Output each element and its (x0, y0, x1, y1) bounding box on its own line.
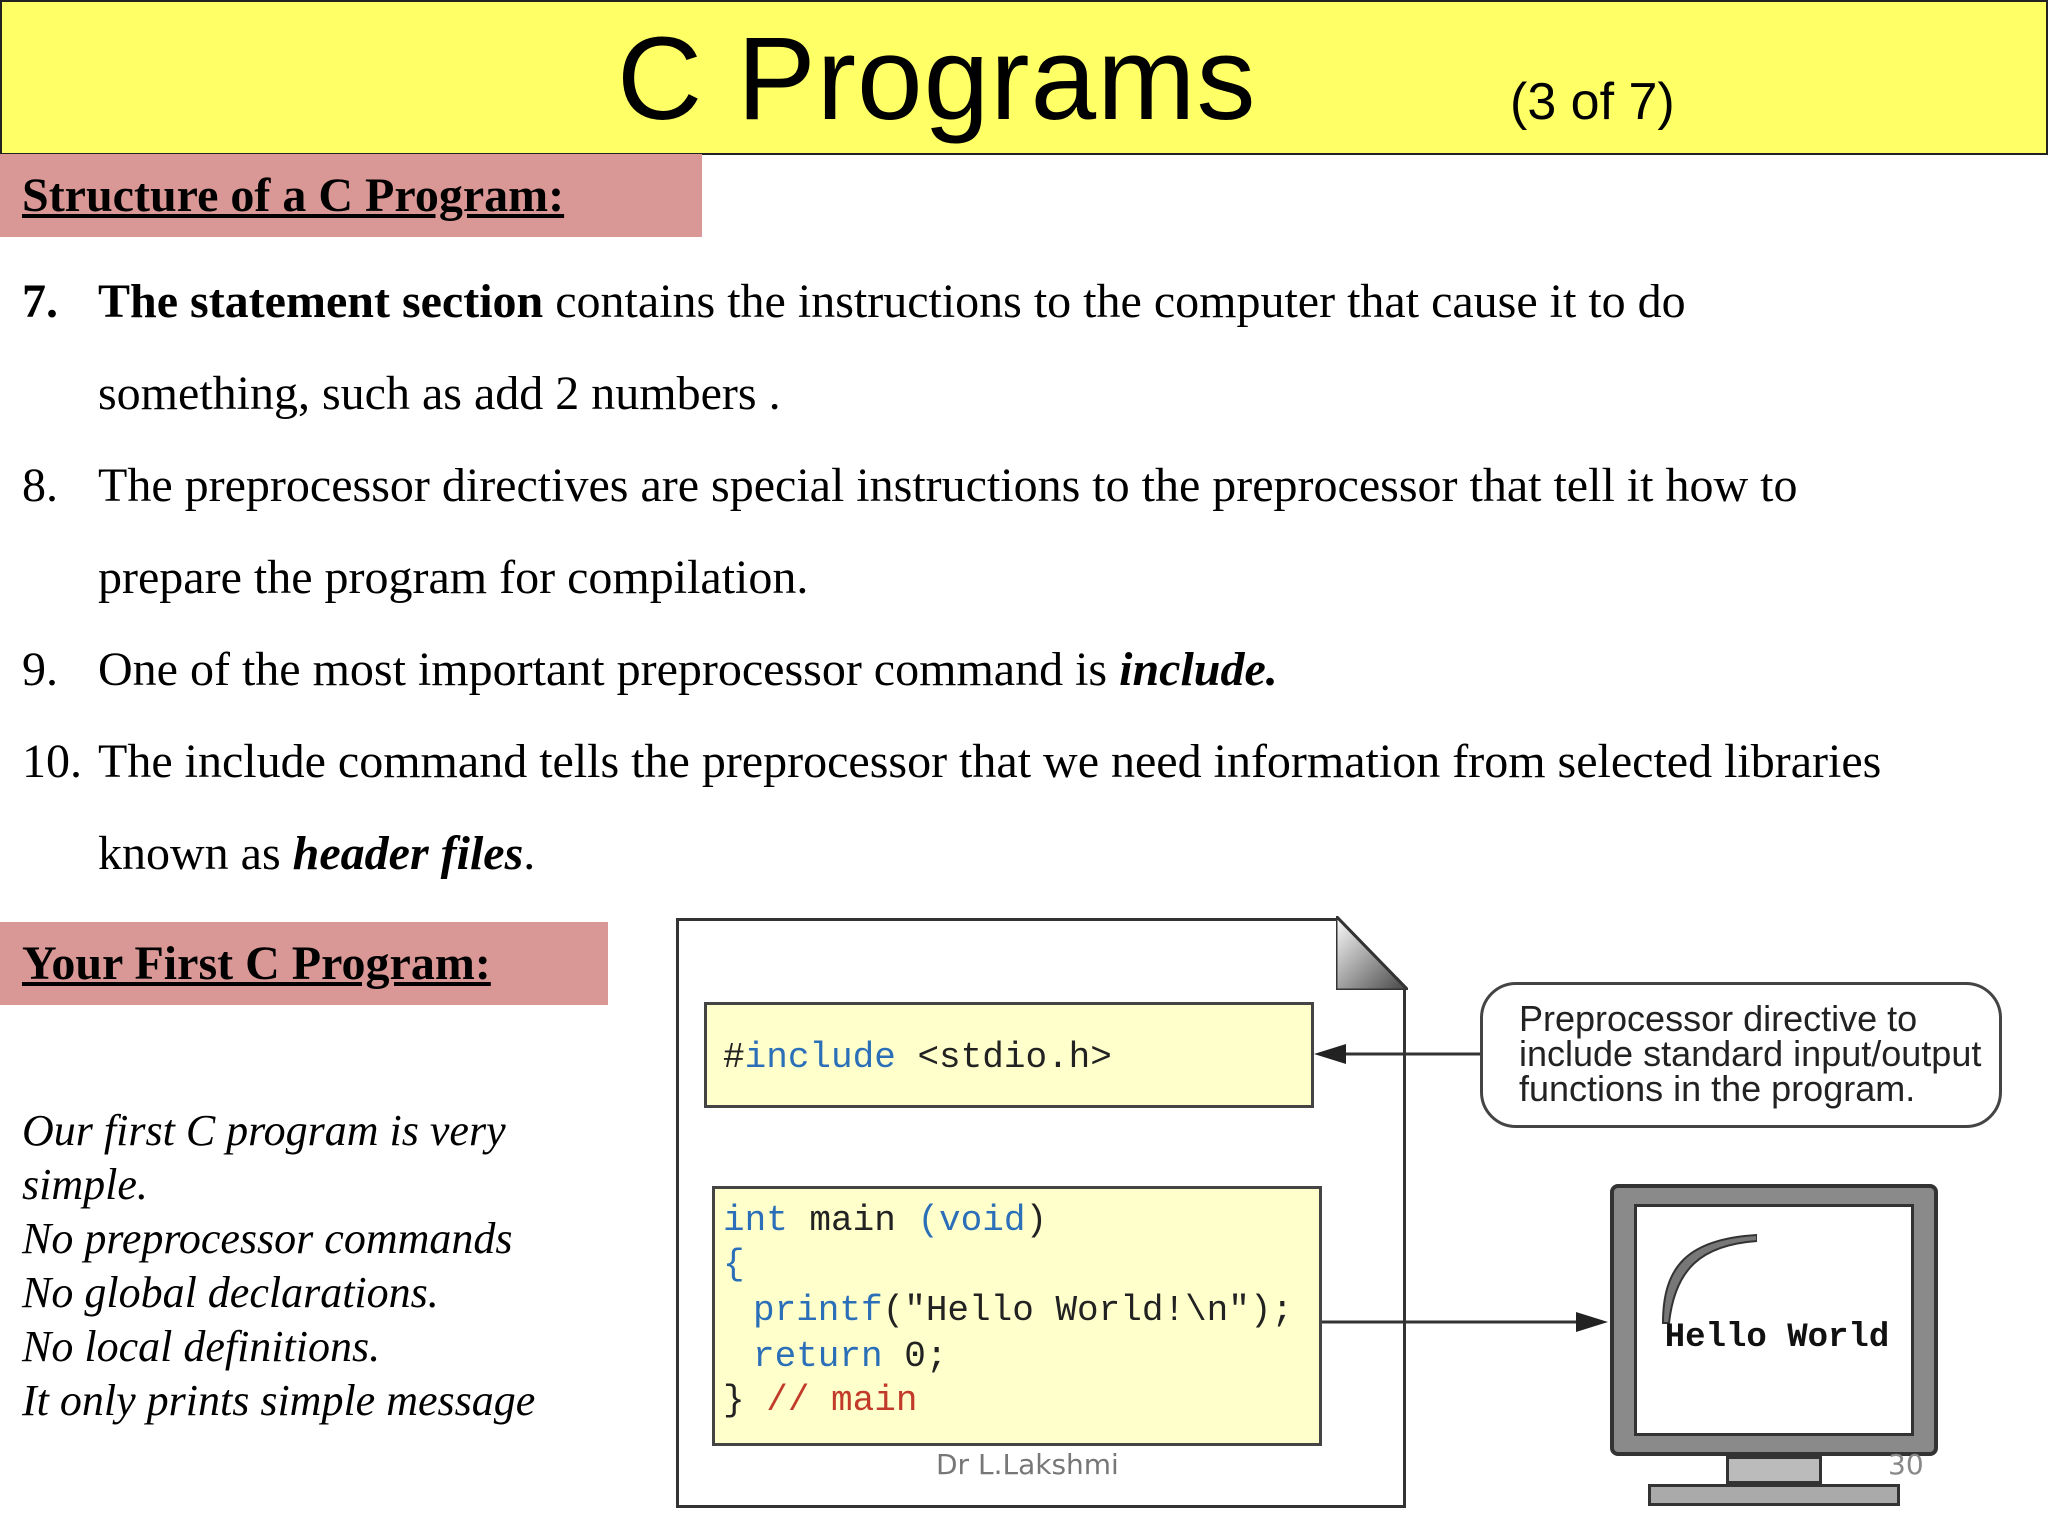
preprocessor-callout (1480, 982, 2002, 1128)
point-number: 8. (22, 459, 58, 512)
callout-line: Preprocessor directive to (1519, 998, 1918, 1039)
structure-heading: Structure of a C Program: (22, 169, 565, 222)
code-line: { (723, 1244, 745, 1285)
footer-author: Dr L.Lakshmi (936, 1448, 1119, 1481)
intro-line: Our first C program is very (22, 1106, 506, 1155)
main-code-box (712, 1186, 1322, 1446)
point-line1-rest: contains the instructions to the computer that cause it to do (543, 275, 1686, 328)
intro-line: No preprocessor commands (22, 1214, 513, 1263)
code-line (723, 1199, 1047, 1243)
include-line (723, 1037, 1112, 1078)
callout-line: functions in the program. (1519, 1068, 1916, 1109)
code-fragment: ( (917, 1200, 940, 1241)
include-code-box (704, 1002, 1314, 1108)
point-text (98, 256, 2028, 440)
monitor-stand-neck (1726, 1456, 1822, 1484)
point-text (98, 440, 2028, 624)
intro-line: No global declarations. (22, 1268, 439, 1317)
point-line2: something, such as add 2 numbers . (98, 367, 781, 420)
point-line1: One of the most important preprocessor command is (98, 643, 1120, 696)
point-line2-suffix: . (523, 827, 536, 880)
intro-text (22, 1104, 642, 1428)
void-keyword: void (939, 1200, 1026, 1241)
arrow-right-icon (1576, 1312, 1608, 1332)
intro-line: No local definitions. (22, 1322, 381, 1371)
code-fragment: main (787, 1200, 918, 1241)
monitor-icon (1610, 1184, 1938, 1456)
title-bar (0, 0, 2048, 155)
include-header: <stdio.h> (895, 1037, 1112, 1078)
type-keyword: int (723, 1200, 788, 1241)
point-number: 9. (22, 643, 58, 696)
screen-glare (1657, 1227, 1757, 1327)
code-fragment: } (723, 1380, 767, 1421)
return-keyword: return (753, 1336, 883, 1377)
first-program-heading: Your First C Program: (22, 937, 491, 990)
hash-symbol: # (723, 1037, 745, 1078)
code-line (753, 1335, 947, 1379)
intro-line: It only prints simple message (22, 1376, 536, 1425)
point-number: 10. (22, 735, 82, 788)
printf-function: printf (753, 1290, 883, 1331)
code-fragment: ("Hello World!\n"); (882, 1290, 1294, 1331)
monitor-output: Hello World (1664, 1319, 1890, 1357)
code-comment: // main (766, 1380, 918, 1421)
intro-line: simple. (22, 1160, 148, 1209)
structure-heading-box (0, 154, 702, 237)
point-emphasis: header files (292, 827, 524, 880)
point-emphasis: include. (1119, 643, 1278, 696)
point-line1: The preprocessor directives are special instructions to the preprocessor that tell it how to (98, 459, 1798, 512)
point-line2-prefix: known as (98, 827, 293, 880)
code-fragment: ) (1025, 1200, 1048, 1241)
callout-line: include standard input/output (1519, 1033, 1982, 1074)
point-line2: prepare the program for compilation. (98, 551, 809, 604)
point-text (98, 716, 2028, 900)
monitor-stand-base (1648, 1484, 1900, 1506)
code-line (753, 1289, 1293, 1333)
point-bold-lead: The statement section (98, 275, 544, 328)
slide-count: (3 of 7) (1510, 73, 1675, 131)
code-line (723, 1379, 917, 1423)
slide-title: C Programs (617, 13, 1257, 145)
point-text (98, 624, 2028, 716)
point-line1: The include command tells the preprocessor that we need information from selected libraries (98, 735, 1882, 788)
code-fragment: 0; (882, 1336, 948, 1377)
page-fold-icon (1336, 916, 1408, 990)
first-program-heading-box (0, 922, 608, 1005)
point-number: 7. (22, 275, 58, 328)
monitor-screen (1634, 1204, 1914, 1436)
include-keyword: include (744, 1037, 896, 1078)
page-number: 30 (1888, 1448, 1924, 1481)
